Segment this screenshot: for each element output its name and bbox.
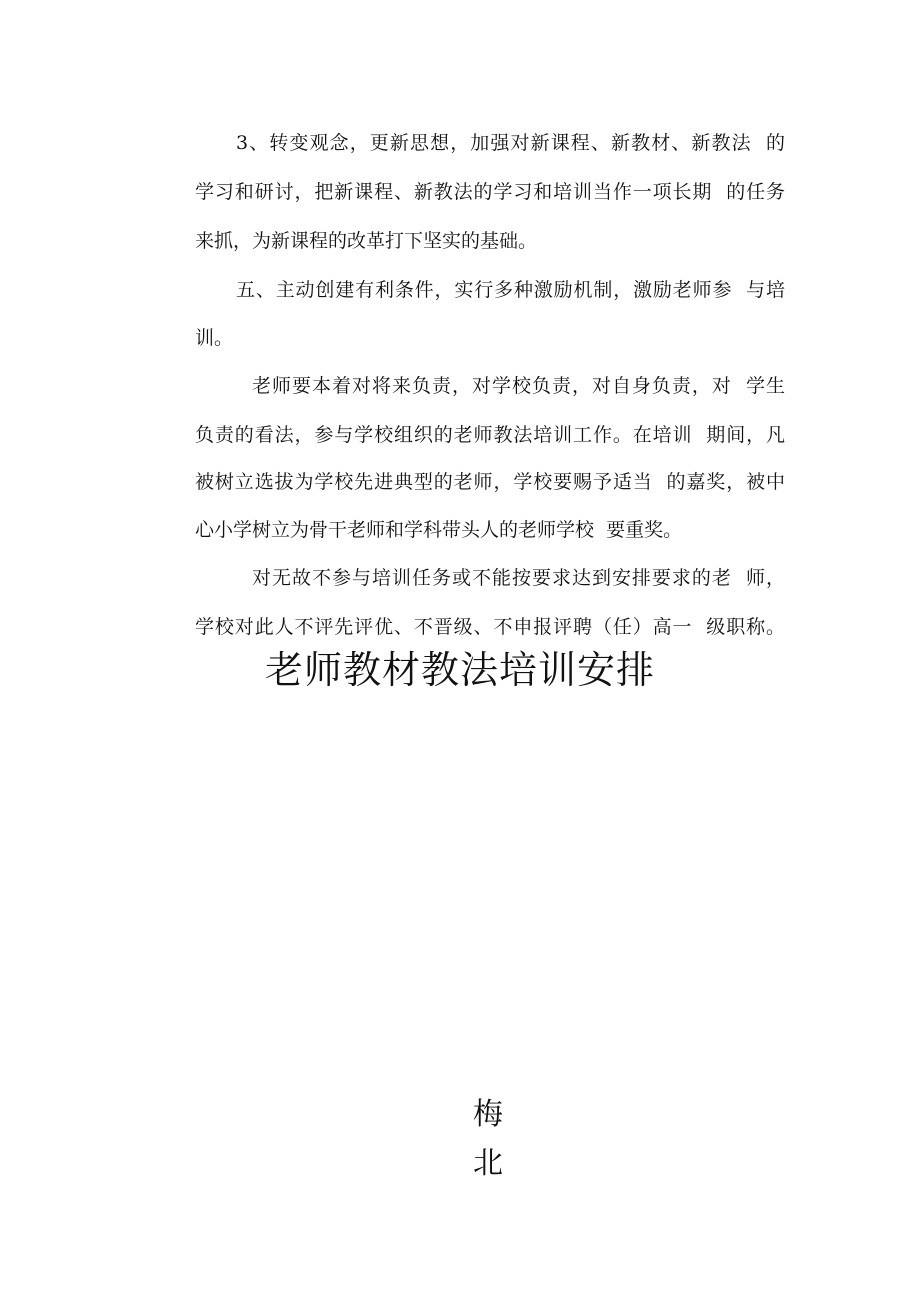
paragraph-4-line-1: 对无故不参与培训任务或不能按要求达到安排要求的老 师， (252, 567, 785, 589)
footer-char-1: 梅 (473, 1097, 503, 1132)
paragraph-1-line-1: 3、转变观念，更新思想，加强对新课程、新教材、新教法 的 (236, 132, 785, 154)
paragraph-4-line-2: 学校对此人不评先评优、不晋级、不申报评聘（任）高一 级职称。 (195, 616, 785, 638)
paragraph-1-line-3: 来抓，为新课程的改革打下坚实的基础。 (195, 230, 538, 252)
footer-char-2: 北 (473, 1146, 503, 1181)
paragraph-1-line-2: 学习和研讨，把新课程、新教法的学习和培训当作一项长期 的任务 (195, 181, 785, 203)
paragraph-3-line-2: 负责的看法，参与学校组织的老师教法培训工作。在培训 期间，凡 (195, 424, 785, 446)
paragraph-3-line-4: 心小学树立为骨干老师和学科带头人的老师学校 要重奖。 (195, 519, 683, 541)
paragraph-2-line-2: 训。 (195, 327, 234, 349)
paragraph-3-line-3: 被树立选拔为学校先进典型的老师，学校要赐予适当 的嘉奖，被中 (195, 471, 785, 493)
document-title: 老师教材教法培训安排 (264, 648, 655, 692)
paragraph-3-line-1: 老师要本着对将来负责，对学校负责，对自身负责，对 学生 (252, 375, 785, 397)
paragraph-2-line-1: 五、主动创建有利条件，实行多种激励机制，激励老师参 与培 (236, 279, 785, 301)
